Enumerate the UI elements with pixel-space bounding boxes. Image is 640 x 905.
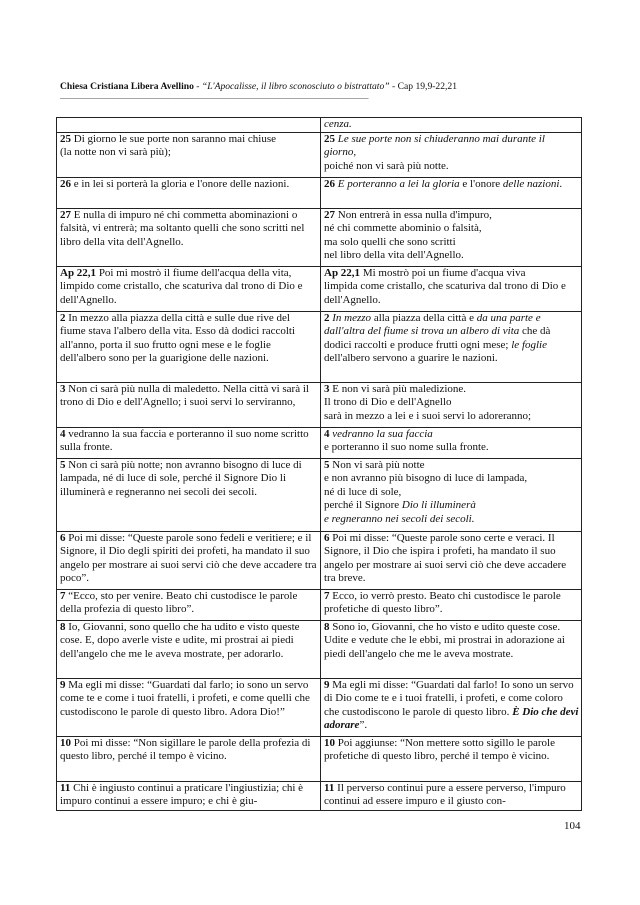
table-row <box>57 209 582 267</box>
verse-number: 7 <box>60 590 66 602</box>
verse-text: ”. <box>359 719 368 732</box>
verse-text: dell'albero servono a guarire le nazioni. <box>324 352 498 365</box>
verse-number: 8 <box>324 621 330 633</box>
verse-text: Poi mi disse: “Non sigillare le parole della profezia di questo libro, perché il tempo è vicino. <box>60 737 311 763</box>
table-row <box>57 312 582 383</box>
verse-number: Ap 22,1 <box>60 267 97 279</box>
alternate-translation-cell <box>321 532 582 590</box>
alternate-translation-cell <box>321 178 582 209</box>
italic-text: da una parte e dall'altra del fiume si trova un albero di vita <box>324 312 541 338</box>
original-translation-cell <box>57 459 321 532</box>
table-row <box>57 178 582 209</box>
page-header <box>60 81 530 93</box>
verse-text: e in lei si porterà la gloria e l'onore delle nazioni. <box>71 178 290 190</box>
verse-text: . <box>559 178 563 190</box>
verse-number: 7 <box>324 590 330 602</box>
verse-text: e non avranno più bisogno di luce di lampada, <box>324 472 528 485</box>
verse-text: In mezzo alla piazza della città e sulle due rive del fiume stava l'albero della vita. Esso dà dodici raccolti all'anno, porta il suo frutto ogni mese e le foglie dell'albero sono per la guarigione delle nazioni. <box>60 312 296 365</box>
verse-text: nel libro della vita dell'Agnello. <box>324 249 464 262</box>
verse-text: né chi commette abominio o falsità, <box>324 222 482 235</box>
alternate-translation-cell <box>321 209 582 267</box>
alternate-translation-cell <box>321 133 582 178</box>
verse-number: 11 <box>60 782 71 794</box>
italic-text: Le sue porte non si chiuderanno mai durante il giorno, <box>324 133 545 159</box>
verse-text: Il perverso continui pure a essere perverso, l'impuro continui ad essere impuro e il giusto con- <box>324 782 566 808</box>
alternate-translation-cell <box>321 267 582 312</box>
original-translation-cell <box>57 782 321 811</box>
table-row <box>57 383 582 428</box>
verse-text: Chi è ingiusto continui a praticare l'ingiustizia; chi è impuro continui a essere impuro; e chi è giu- <box>60 782 304 808</box>
original-translation-cell <box>57 209 321 267</box>
verse-number: 8 <box>60 621 66 633</box>
original-translation-cell <box>57 178 321 209</box>
table-row <box>57 679 582 737</box>
verse-text: Ma egli mi disse: “Guardati dal farlo; io sono un servo come te e come i tuoi fratelli, i profeti, e come quelli che custodiscono le parole di questo libro. Adora Dio!” <box>60 679 310 718</box>
alternate-translation-cell <box>321 383 582 428</box>
alternate-translation-cell <box>321 459 582 532</box>
header-subtitle: “L'Apocalisse, il libro sconosciuto o bistrattato” <box>201 81 390 92</box>
original-translation-cell <box>57 383 321 428</box>
verse-number: 4 <box>60 428 66 440</box>
page-number: 104 <box>564 820 581 832</box>
verse-text: sarà in mezzo a lei e i suoi servi lo adoreranno; <box>324 409 532 422</box>
table-row <box>57 428 582 459</box>
verse-number: 6 <box>60 532 66 544</box>
verse-number: 5 <box>324 459 330 471</box>
verse-text: Poi mi disse: “Queste parole sono certe e veraci. Il Signore, il Dio che ispira i profeti, ha mandato il suo angelo per mostrare ai suoi servi ciò che deve accadere tra breve. <box>324 532 567 585</box>
verse-text: Di giorno le sue porte non saranno mai chiuse <box>71 133 276 145</box>
header-rule: ________________________________________________________________________________________ <box>60 93 368 99</box>
verse-number: 10 <box>60 737 71 749</box>
italic-text: e regneranno nei secoli dei secoli. <box>324 512 475 525</box>
italic-text: delle nazioni <box>502 178 560 190</box>
verse-text: Poi mi disse: “Queste parole sono fedeli e veritiere; e il Signore, il Dio degli spiriti dei profeti, ha mandato il suo angelo per mostrare ai suoi servi ciò che deve accadere tra poco”. <box>60 532 317 585</box>
alternate-translation-cell <box>321 621 582 679</box>
original-translation-cell <box>57 312 321 383</box>
header-org: Chiesa Cristiana Libera Avellino <box>60 81 194 92</box>
verse-number: 3 <box>60 383 66 395</box>
verse-number: 4 <box>324 428 330 440</box>
verse-text: e porteranno il suo nome sulla fronte. <box>324 441 489 454</box>
comparison-table-body <box>57 118 582 811</box>
italic-text: In mezzo <box>329 312 372 324</box>
original-translation-cell <box>57 118 321 133</box>
original-translation-cell <box>57 133 321 178</box>
alternate-translation-cell <box>321 590 582 621</box>
table-row <box>57 782 582 811</box>
table-row <box>57 267 582 312</box>
verse-number: 2 <box>60 312 66 324</box>
verse-number: 9 <box>60 679 66 691</box>
italic-text: Dio li illuminerà <box>401 499 476 512</box>
italic-text: cenza. <box>324 118 352 130</box>
verse-number: 25 <box>60 133 71 145</box>
italic-text: vedranno la sua faccia <box>329 428 433 440</box>
verse-number: 26 <box>324 178 335 190</box>
verse-text: limpida come cristallo, che scaturiva dal trono di Dio e dell'Agnello. <box>324 280 566 306</box>
table-row <box>57 590 582 621</box>
verse-number: 27 <box>324 209 335 221</box>
verse-number: 5 <box>60 459 66 471</box>
verse-text: Ecco, io verrò presto. Beato chi custodisce le parole profetiche di questo libro”. <box>324 590 561 616</box>
alternate-translation-cell <box>321 679 582 737</box>
original-translation-cell <box>57 621 321 679</box>
verse-number: 11 <box>324 782 335 794</box>
alternate-translation-cell <box>321 428 582 459</box>
alternate-translation-cell <box>321 782 582 811</box>
header-chapter: - Cap 19,9-22,21 <box>389 81 458 92</box>
italic-text: E porteranno a lei la gloria <box>335 178 460 190</box>
verse-text: E nulla di impuro né chi commetta abominazioni o falsità, vi entrerà; ma soltanto quelli che sono scritti nel libro della vita dell'Agnello. <box>60 209 305 248</box>
verse-text: Poi aggiunse: “Non mettere sotto sigillo le parole profetiche di questo libro, perché il tempo è vicino. <box>324 737 555 763</box>
alternate-translation-cell <box>321 312 582 383</box>
verse-text: perché il Signore <box>324 499 402 512</box>
emphasis-text: È Dio che devi adorare <box>324 705 579 732</box>
table-row <box>57 621 582 679</box>
verse-text: e l'onore <box>459 178 503 190</box>
verse-text: Non ci sarà più notte; non avranno bisogno di luce di lampada, né di luce di sole, perché il Signore Dio li illuminerà e regneranno nei secoli dei secoli. <box>60 459 302 498</box>
original-translation-cell <box>57 679 321 737</box>
verse-number: 27 <box>60 209 71 221</box>
verse-number: Ap 22,1 <box>324 267 361 279</box>
verse-number: 26 <box>60 178 71 190</box>
verse-text: poiché non vi sarà più notte. <box>324 159 449 172</box>
verse-text: Poi mi mostrò il fiume dell'acqua della vita, limpido come cristallo, che scaturiva dal trono di Dio e dell'Agnello. <box>60 267 303 306</box>
original-translation-cell <box>57 532 321 590</box>
original-translation-cell <box>57 590 321 621</box>
verse-text: Io, Giovanni, sono quello che ha udito e visto queste cose. E, dopo averle viste e udite, mi prostrai ai piedi dell'angelo che me le aveva mostrate, per adorarlo. <box>60 621 300 660</box>
original-translation-cell <box>57 737 321 782</box>
verse-text: vedranno la sua faccia e porteranno il suo nome scritto sulla fronte. <box>60 428 309 454</box>
original-translation-cell <box>57 428 321 459</box>
table-row <box>57 118 582 133</box>
comparison-table <box>56 117 582 811</box>
verse-text: Non entrerà in essa nulla d'impuro, <box>335 209 492 221</box>
verse-number: 10 <box>324 737 335 749</box>
alternate-translation-cell <box>321 737 582 782</box>
verse-text: alla piazza della città e <box>371 312 477 324</box>
verse-number: 2 <box>324 312 330 324</box>
verse-text: Sono io, Giovanni, che ho visto e udito queste cose. Udite e vedute che le ebbi, mi prostrai in adorazione ai piedi dell'angelo che me le aveva mostrate. <box>324 621 565 660</box>
verse-text: Il trono di Dio e dell'Agnello <box>324 396 452 409</box>
verse-text: Mi mostrò poi un fiume d'acqua viva <box>360 267 526 279</box>
original-translation-cell <box>57 267 321 312</box>
verse-number: 9 <box>324 679 330 691</box>
table-row <box>57 737 582 782</box>
verse-text: Ma egli mi disse: “Guardati dal farlo! Io sono un servo di Dio come te e i tuoi fratelli, i profeti, e come coloro che custodiscono le parole di questo libro. <box>324 679 574 718</box>
verse-number: 3 <box>324 383 330 395</box>
table-row <box>57 532 582 590</box>
italic-text: le foglie <box>511 338 547 351</box>
alternate-translation-cell <box>321 118 582 133</box>
verse-text: Non vi sarà più notte <box>329 459 425 471</box>
verse-number: 25 <box>324 133 335 145</box>
header-separator: - <box>193 81 202 92</box>
verse-text: che dà dodici raccolti e produce frutti ogni mese; <box>324 325 551 351</box>
table-row <box>57 133 582 178</box>
verse-text: ma solo quelli che sono scritti <box>324 235 456 248</box>
verse-text: Non ci sarà più nulla di maledetto. Nella città vi sarà il trono di Dio e dell'Agnello; i suoi servi lo serviranno, <box>60 383 309 409</box>
table-row <box>57 459 582 532</box>
verse-text: E non vi sarà più maledizione. <box>329 383 467 395</box>
verse-text: “Ecco, sto per venire. Beato chi custodisce le parole della profezia di questo libro”. <box>60 590 298 616</box>
verse-number: 6 <box>324 532 330 544</box>
verse-text: (la notte non vi sarà più); <box>60 146 171 159</box>
verse-text: né di luce di sole, <box>324 485 402 498</box>
